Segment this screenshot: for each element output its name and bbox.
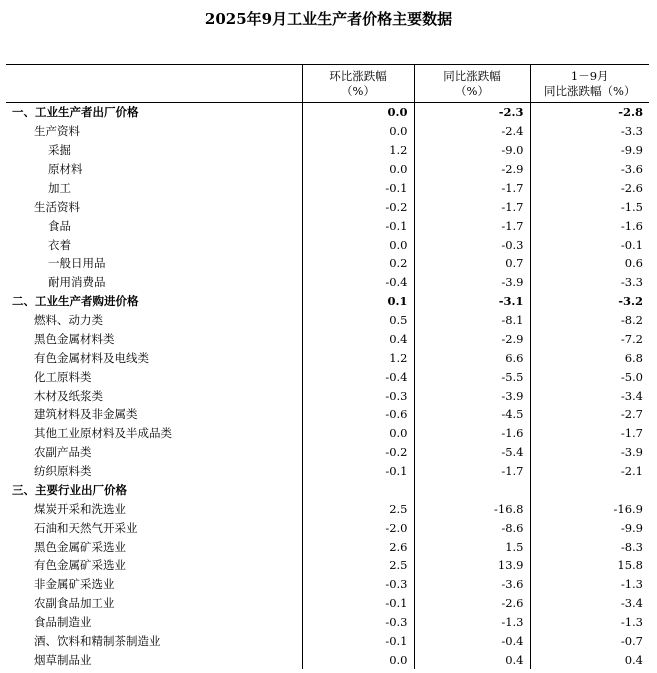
table-row (6, 122, 649, 141)
row-ytd-value: -8.3 (530, 537, 649, 556)
row-mom-value: -0.4 (302, 273, 414, 292)
header-yoy-line1: 同比涨跌幅 (443, 68, 501, 83)
table-row (6, 443, 649, 462)
row-ytd-value: -2.1 (530, 462, 649, 481)
row-label: 化工原料类 (34, 369, 92, 384)
row-mom-value: 0.2 (302, 254, 414, 273)
row-ytd-value: 15.8 (530, 556, 649, 575)
price-data-table (6, 64, 649, 669)
row-yoy-value: -4.5 (414, 405, 530, 424)
row-yoy-value: -2.4 (414, 122, 530, 141)
row-ytd-value: 6.8 (530, 348, 649, 367)
row-mom-value: 2.5 (302, 499, 414, 518)
row-yoy-value: 0.7 (414, 254, 530, 273)
table-row (6, 405, 649, 424)
row-yoy-value: 6.6 (414, 348, 530, 367)
row-mom-value: 1.2 (302, 348, 414, 367)
table-row (6, 216, 649, 235)
header-yoy (414, 65, 530, 103)
row-ytd-value: -3.2 (530, 292, 649, 311)
row-label: 二、工业生产者购进价格 (12, 294, 139, 309)
row-ytd-value: -7.2 (530, 330, 649, 349)
table-row (6, 330, 649, 349)
header-mom-line2: （%） (341, 83, 375, 98)
row-ytd-value: -1.3 (530, 613, 649, 632)
row-label: 采掘 (48, 143, 71, 158)
row-mom-value: -0.3 (302, 386, 414, 405)
row-mom-value: 0.0 (302, 650, 414, 669)
row-yoy-value: -1.7 (414, 462, 530, 481)
row-label: 建筑材料及非金属类 (34, 407, 138, 422)
row-yoy-value: 1.5 (414, 537, 530, 556)
row-ytd-value: -9.9 (530, 141, 649, 160)
table-body (6, 103, 649, 670)
row-mom-value: -0.2 (302, 443, 414, 462)
row-ytd-value: -3.9 (530, 443, 649, 462)
table-row (6, 613, 649, 632)
row-mom-value: -0.1 (302, 632, 414, 651)
row-yoy-value: 0.4 (414, 650, 530, 669)
table-row (6, 632, 649, 651)
row-yoy-value: -3.9 (414, 273, 530, 292)
row-label: 衣着 (48, 237, 71, 252)
row-mom-value: 2.5 (302, 556, 414, 575)
row-yoy-value: -9.0 (414, 141, 530, 160)
header-ytd-line1: 1－9月 (570, 68, 609, 83)
row-yoy-value: -0.3 (414, 235, 530, 254)
header-mom-line1: 环比涨跌幅 (329, 68, 387, 83)
header-label-column (6, 65, 302, 103)
row-ytd-value: 0.6 (530, 254, 649, 273)
row-label: 其他工业原材料及半成品类 (34, 426, 172, 441)
table-row (6, 537, 649, 556)
header-ytd (530, 65, 649, 103)
header-ytd-line2: 同比涨跌幅（%） (544, 83, 636, 98)
row-label: 农副食品加工业 (34, 596, 115, 611)
table-row (6, 556, 649, 575)
row-label: 食品制造业 (34, 615, 92, 630)
row-yoy-value: -1.6 (414, 424, 530, 443)
row-ytd-value: -3.3 (530, 122, 649, 141)
row-mom-value: -0.2 (302, 197, 414, 216)
row-label: 黑色金属材料类 (34, 331, 115, 346)
row-mom-value: 0.1 (302, 292, 414, 311)
row-ytd-value: -3.4 (530, 594, 649, 613)
row-yoy-value: -3.1 (414, 292, 530, 311)
header-yoy-line2: （%） (455, 83, 489, 98)
table-row (6, 292, 649, 311)
table-row (6, 499, 649, 518)
row-mom-value: -0.3 (302, 575, 414, 594)
row-mom-value (302, 481, 414, 500)
row-label: 生产资料 (34, 124, 80, 139)
table-row (6, 424, 649, 443)
table-row (6, 575, 649, 594)
table-row (6, 273, 649, 292)
row-mom-value: 1.2 (302, 141, 414, 160)
row-label: 纺织原料类 (34, 464, 92, 479)
table-row (6, 311, 649, 330)
table-row (6, 386, 649, 405)
row-yoy-value: -1.7 (414, 216, 530, 235)
row-mom-value: -0.6 (302, 405, 414, 424)
page-title: 2025年9月工业生产者价格主要数据 (204, 10, 453, 28)
row-yoy-value: -1.7 (414, 179, 530, 198)
row-ytd-value: -0.1 (530, 235, 649, 254)
table-row (6, 254, 649, 273)
row-label: 酒、饮料和精制茶制造业 (34, 633, 161, 648)
table-row (6, 235, 649, 254)
table-row (6, 650, 649, 669)
row-ytd-value: -1.7 (530, 424, 649, 443)
row-mom-value: 0.0 (302, 160, 414, 179)
row-label: 耐用消费品 (48, 275, 106, 290)
row-mom-value: -2.0 (302, 518, 414, 537)
row-label: 生活资料 (34, 199, 80, 214)
row-ytd-value: -3.4 (530, 386, 649, 405)
table-row (6, 594, 649, 613)
row-ytd-value: -2.8 (530, 103, 649, 122)
row-label: 有色金属材料及电线类 (34, 350, 149, 365)
table-header (6, 65, 649, 103)
row-yoy-value: -1.7 (414, 197, 530, 216)
table-row (6, 481, 649, 500)
row-ytd-value: -9.9 (530, 518, 649, 537)
row-yoy-value: -8.1 (414, 311, 530, 330)
row-mom-value: -0.3 (302, 613, 414, 632)
table-row (6, 141, 649, 160)
table-row (6, 197, 649, 216)
row-ytd-value: -8.2 (530, 311, 649, 330)
row-yoy-value: 13.9 (414, 556, 530, 575)
row-yoy-value: -2.3 (414, 103, 530, 122)
row-label: 加工 (48, 180, 71, 195)
row-yoy-value: -16.8 (414, 499, 530, 518)
row-label: 木材及纸浆类 (34, 388, 103, 403)
row-ytd-value (530, 481, 649, 500)
row-yoy-value: -2.9 (414, 160, 530, 179)
row-yoy-value: -0.4 (414, 632, 530, 651)
table-row (6, 367, 649, 386)
row-ytd-value: -0.7 (530, 632, 649, 651)
table-row (6, 103, 649, 122)
row-ytd-value: -1.5 (530, 197, 649, 216)
row-yoy-value: -3.6 (414, 575, 530, 594)
row-label: 黑色金属矿采选业 (34, 539, 126, 554)
table-row (6, 348, 649, 367)
table-row (6, 518, 649, 537)
row-yoy-value: -3.9 (414, 386, 530, 405)
row-mom-value: 0.0 (302, 235, 414, 254)
row-yoy-value: -1.3 (414, 613, 530, 632)
row-mom-value: -0.4 (302, 367, 414, 386)
row-label: 原材料 (48, 162, 83, 177)
row-yoy-value: -5.5 (414, 367, 530, 386)
row-mom-value: -0.1 (302, 179, 414, 198)
row-label: 煤炭开采和洗选业 (34, 501, 126, 516)
row-mom-value: 2.6 (302, 537, 414, 556)
row-label: 一般日用品 (48, 256, 106, 271)
row-mom-value: 0.5 (302, 311, 414, 330)
row-label: 烟草制品业 (34, 652, 92, 667)
table-row (6, 462, 649, 481)
row-ytd-value: -5.0 (530, 367, 649, 386)
row-label: 非金属矿采选业 (34, 577, 115, 592)
row-mom-value: -0.1 (302, 216, 414, 235)
row-mom-value: 0.4 (302, 330, 414, 349)
row-mom-value: 0.0 (302, 103, 414, 122)
header-mom (302, 65, 414, 103)
row-ytd-value: -2.6 (530, 179, 649, 198)
row-yoy-value: -5.4 (414, 443, 530, 462)
row-label: 燃料、动力类 (34, 313, 103, 328)
row-ytd-value: -3.3 (530, 273, 649, 292)
row-yoy-value (414, 481, 530, 500)
row-label: 一、工业生产者出厂价格 (12, 105, 139, 120)
row-label: 石油和天然气开采业 (34, 520, 138, 535)
row-mom-value: 0.0 (302, 122, 414, 141)
row-label: 食品 (48, 218, 71, 233)
row-ytd-value: -1.3 (530, 575, 649, 594)
row-ytd-value: -2.7 (530, 405, 649, 424)
row-ytd-value: -3.6 (530, 160, 649, 179)
row-yoy-value: -2.9 (414, 330, 530, 349)
row-yoy-value: -8.6 (414, 518, 530, 537)
row-yoy-value: -2.6 (414, 594, 530, 613)
row-ytd-value: -16.9 (530, 499, 649, 518)
row-mom-value: 0.0 (302, 424, 414, 443)
row-label: 农副产品类 (34, 445, 92, 460)
row-label: 三、主要行业出厂价格 (12, 482, 127, 497)
row-ytd-value: -1.6 (530, 216, 649, 235)
row-label: 有色金属矿采选业 (34, 558, 126, 573)
table-row (6, 179, 649, 198)
row-mom-value: -0.1 (302, 594, 414, 613)
table-row (6, 160, 649, 179)
row-mom-value: -0.1 (302, 462, 414, 481)
row-ytd-value: 0.4 (530, 650, 649, 669)
